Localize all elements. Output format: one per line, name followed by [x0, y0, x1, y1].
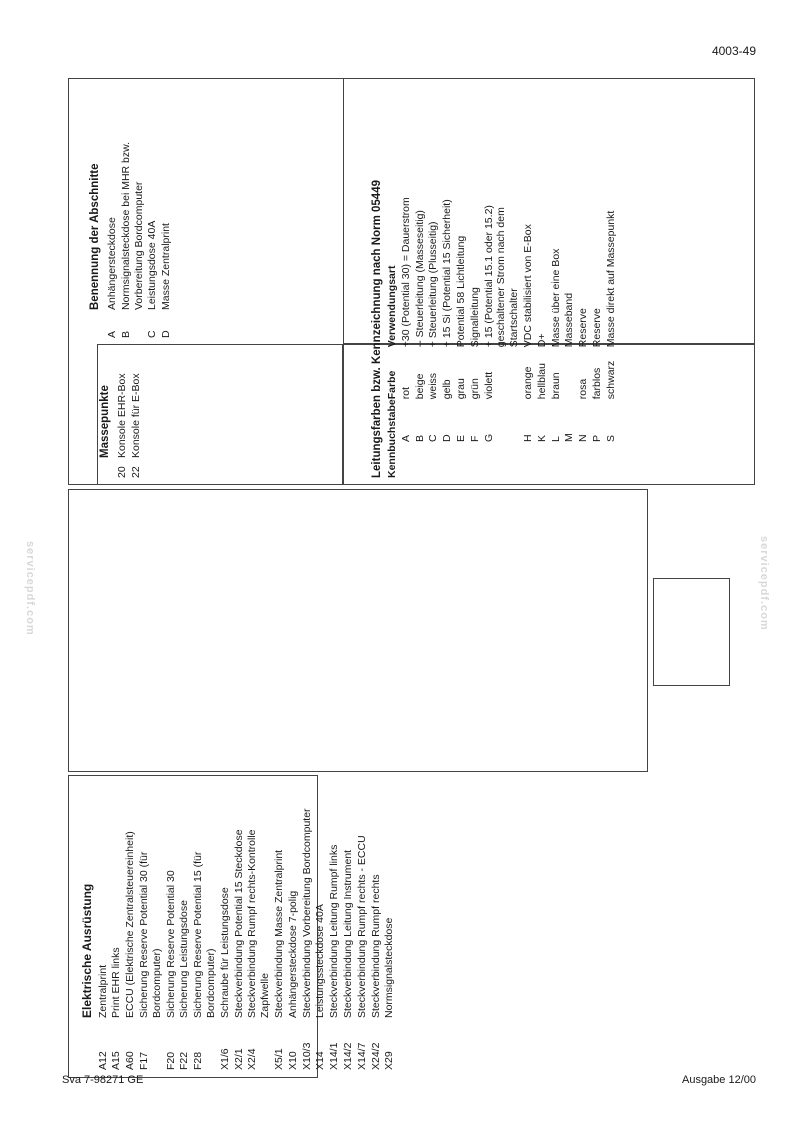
leitungsfarben-row: [427, 197, 441, 478]
item-description: Leistungssteckdose 40A: [314, 904, 327, 1018]
leitungsfarben-row: [550, 197, 564, 478]
leitungsfarben-row: [400, 197, 414, 478]
item-code: X14/1: [328, 1042, 341, 1070]
column-header-verwendungsart: Verwendungsart: [386, 265, 399, 348]
item-code: X5/1: [272, 1048, 285, 1070]
item-description: Steckverbindung Leitung Rumpf links: [328, 844, 341, 1018]
elektrische-ausruestung-row: [97, 782, 111, 1070]
panel-massepunkte: [98, 348, 160, 478]
item-code: X29: [383, 1051, 396, 1070]
item-code: F17: [138, 1051, 151, 1070]
elektrische-ausruestung-row: [342, 782, 356, 1070]
watermark-left: servicepdf.com: [24, 541, 36, 636]
massepunkte-row: [116, 373, 130, 478]
massepunkte-title: Massepunkte: [99, 385, 111, 458]
item-code: X2/1: [232, 1048, 245, 1070]
item-code: F22: [178, 1051, 191, 1070]
farbe-cell: braun: [549, 372, 562, 400]
item-description: Zentralprint: [96, 964, 109, 1018]
leitungsfarben-table: [386, 197, 619, 478]
item-description: Sicherung Leistungsdose: [178, 900, 191, 1018]
leitungsfarben-row: [414, 197, 428, 478]
verwendungsart-cell: Signalleitung: [468, 287, 481, 348]
kennbuchstabe-cell: N: [577, 434, 590, 442]
item-code: F28: [192, 1051, 205, 1070]
kennbuchstabe-cell: C: [427, 434, 440, 442]
item-description: Masse Zentralprint: [160, 223, 173, 310]
column-header-farbe: Farbe: [386, 370, 399, 400]
kennbuchstabe-cell: A: [399, 434, 412, 442]
item-description: Anhängersteckdose: [106, 217, 119, 310]
item-code: A60: [124, 1051, 137, 1070]
verwendungsart-cell: D+: [535, 333, 548, 348]
elektrische-ausruestung-row: [192, 782, 219, 1070]
benennung-list: [106, 80, 174, 338]
item-description: ECCU (Elektrische Zentralsteuereinheit): [124, 831, 137, 1018]
item-code: X1/6: [218, 1048, 231, 1070]
frame-small-inset: [653, 578, 730, 686]
item-description: Steckverbindung Leitung Instrument: [341, 849, 354, 1018]
verwendungsart-cell: + 15 Si (Potential 15 Sicherheit): [441, 199, 454, 348]
farbe-cell: grau: [455, 378, 467, 400]
item-description: Anhängersteckdose 7-polig: [286, 890, 299, 1018]
item-description: Konsole EHR-Box: [116, 373, 129, 458]
elektrische-ausruestung-row: [356, 782, 370, 1070]
item-description: Print EHR links: [110, 947, 123, 1018]
elektrische-ausruestung-row: [287, 782, 301, 1070]
kennbuchstabe-cell: G: [482, 433, 495, 442]
elektrische-ausruestung-row: [165, 782, 179, 1070]
farbe-cell: grün: [468, 378, 481, 400]
elektrische-ausruestung-row: [273, 782, 287, 1070]
leitungsfarben-row: [522, 197, 536, 478]
kennbuchstabe-cell: P: [590, 434, 603, 442]
farbe-cell: hellblau: [535, 363, 548, 400]
item-description: Schraube für Leistungsdose: [218, 887, 231, 1018]
item-description: Konsole für E-Box: [129, 373, 142, 458]
panel-leitungsfarben: [370, 78, 750, 478]
verwendungsart-cell: Reserve: [577, 308, 590, 348]
benennung-row: [120, 80, 147, 338]
verwendungsart-cell: + 15 (Potential 15.1 oder 15.2) geschaltener Strom nach dem Startschalter: [482, 205, 521, 348]
leitungsfarben-row: [563, 197, 577, 478]
leitungsfarben-row: [483, 197, 522, 478]
farbe-cell: weiss: [427, 372, 440, 400]
farbe-cell: rosa: [577, 378, 590, 400]
kennbuchstabe-cell: B: [413, 434, 426, 442]
item-code: A12: [96, 1051, 109, 1070]
elektrische-ausruestung-list: [97, 782, 398, 1070]
item-code: X2/4: [246, 1048, 259, 1070]
elektrische-ausruestung-row: [138, 782, 165, 1070]
verwendungsart-cell: Reserve: [590, 308, 603, 348]
elektrische-ausruestung-row: [110, 782, 124, 1070]
leitungsfarben-row: [455, 197, 469, 478]
kennbuchstabe-cell: M: [563, 433, 576, 442]
item-code: A: [106, 330, 119, 338]
item-description: Leistungsdose 40A: [146, 220, 159, 310]
elektrische-ausruestung-row: [370, 782, 384, 1070]
item-description: Steckverbindung Rumpf rechts - ECCU: [355, 835, 368, 1018]
kennbuchstabe-cell: H: [521, 434, 534, 442]
item-description: Steckverbindung Rumpf rechts-Kontrolle Zapfwelle: [246, 829, 272, 1018]
farbe-cell: rot: [399, 386, 412, 400]
leitungsfarben-row: [469, 197, 483, 478]
panel-benennung: [88, 76, 268, 338]
item-code: X14: [314, 1051, 327, 1070]
benennung-row: [160, 80, 174, 338]
item-code: X10/3: [300, 1042, 313, 1070]
frame-diagram-area: [68, 489, 648, 772]
massepunkte-row: [130, 373, 144, 478]
item-code: B: [119, 330, 132, 338]
farbe-cell: gelb: [441, 379, 454, 400]
elektrische-ausruestung-row: [246, 782, 273, 1070]
elektrische-ausruestung-title: Elektrische Ausrüstung: [80, 883, 94, 1018]
elektrische-ausruestung-row: [233, 782, 247, 1070]
farbe-cell: orange: [521, 366, 534, 400]
item-description: Steckverbindung Rumpf rechts: [369, 874, 382, 1018]
item-description: Normsignalsteckdose bei MHR bzw. Vorbereitung Bordcomputer: [119, 141, 145, 310]
item-description: Normsignalsteckdose: [383, 917, 396, 1018]
item-code: 20: [116, 466, 129, 478]
page-number: 4003-49: [711, 44, 756, 58]
massepunkte-list: [116, 373, 144, 478]
item-code: F20: [164, 1051, 177, 1070]
leitungsfarben-row: [605, 197, 619, 478]
kennbuchstabe-cell: D: [441, 434, 454, 442]
verwendungsart-cell: + Steuerleitung (Plusseitig): [427, 221, 440, 348]
leitungsfarben-row: [536, 197, 550, 478]
item-description: Sicherung Reserve Potential 30: [164, 870, 177, 1018]
verwendungsart-cell: +30 (Potential 30) = Dauerstrom: [399, 197, 412, 348]
item-code: D: [160, 330, 173, 338]
elektrische-ausruestung-row: [328, 782, 342, 1070]
elektrische-ausruestung-row: [383, 782, 397, 1070]
item-code: X24/2: [369, 1042, 382, 1070]
item-description: Steckverbindung Potential 15 Steckdose: [232, 829, 245, 1018]
item-code: X10: [286, 1051, 299, 1070]
kennbuchstabe-cell: E: [455, 434, 467, 442]
elektrische-ausruestung-row: [314, 782, 328, 1070]
item-code: 22: [129, 466, 142, 478]
footer-edition: Ausgabe 12/00: [681, 1074, 756, 1086]
verwendungsart-cell: VDC stabilisiert von E-Box: [521, 224, 534, 348]
verwendungsart-cell: Masse direkt auf Massepunkt: [604, 210, 617, 348]
farbe-cell: violett: [482, 371, 495, 400]
elektrische-ausruestung-row: [124, 782, 138, 1070]
leitungsfarben-row: [591, 197, 605, 478]
farbe-cell: farblos: [590, 367, 603, 400]
leitungsfarben-row: [577, 197, 591, 478]
panel-elektrische-ausruestung: [80, 780, 396, 1070]
benennung-row: [146, 80, 160, 338]
verwendungsart-cell: Masse über eine Box: [549, 248, 562, 348]
kennbuchstabe-cell: F: [468, 435, 481, 442]
elektrische-ausruestung-row: [219, 782, 233, 1070]
item-description: Sicherung Reserve Potential 30 (für Bordcomputer): [138, 851, 163, 1018]
farbe-cell: [563, 347, 577, 399]
kennbuchstabe-cell: K: [535, 434, 548, 442]
benennung-title: Benennung der Abschnitte: [89, 163, 101, 310]
item-code: C: [146, 330, 159, 338]
verwendungsart-cell: Potential 58 Lichtleitung: [455, 235, 467, 348]
leitungsfarben-row: [441, 197, 455, 478]
item-code: X14/7: [355, 1042, 368, 1070]
elektrische-ausruestung-row: [178, 782, 192, 1070]
farbe-cell: beige: [413, 373, 426, 400]
footer-document-id: Sva 7-98271 GE: [62, 1074, 144, 1086]
item-description: Steckverbindung Vorbereitung Bordcomputer: [300, 808, 313, 1018]
item-code: X14/2: [341, 1042, 354, 1070]
kennbuchstabe-cell: S: [604, 434, 617, 442]
verwendungsart-cell: Masseband: [563, 292, 576, 348]
elektrische-ausruestung-row: [301, 782, 315, 1070]
kennbuchstabe-cell: L: [549, 436, 562, 442]
farbe-cell: schwarz: [604, 360, 617, 400]
item-description: Steckverbindung Masse Zentralprint: [272, 849, 285, 1018]
item-description: Sicherung Reserve Potential 15 (für Bordcomputer): [192, 851, 217, 1018]
verwendungsart-cell: -- Steuerleitung (Masseseitig): [413, 210, 426, 348]
leitungsfarben-title: Leitungsfarben bzw. Kennzeichnung nach Norm 05449: [371, 180, 383, 478]
benennung-row: [106, 80, 120, 338]
watermark-right: servicepdf.com: [758, 536, 770, 631]
item-code: A15: [110, 1051, 123, 1070]
column-header-kennbuchstabe: Kennbuchstabe: [386, 399, 399, 478]
